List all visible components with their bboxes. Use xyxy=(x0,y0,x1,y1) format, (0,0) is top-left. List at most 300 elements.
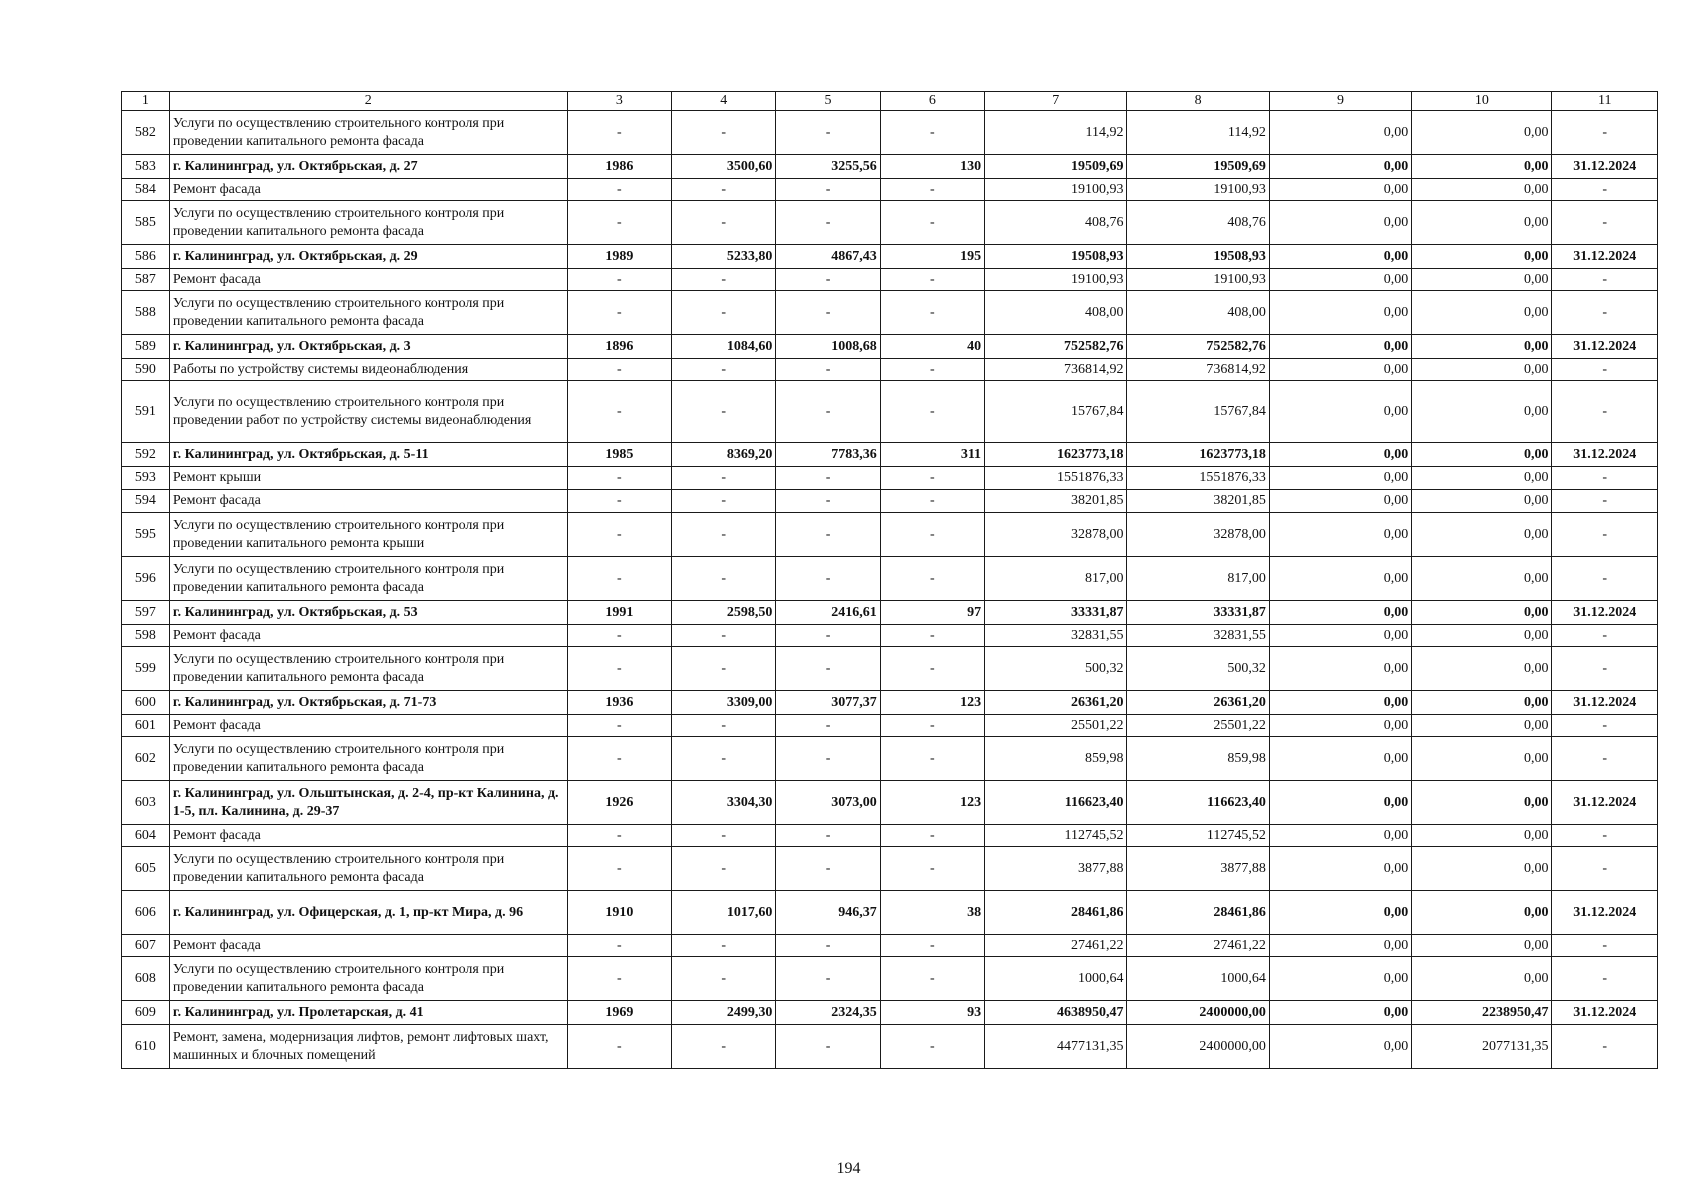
cell-col-11: 31.12.2024 xyxy=(1552,1001,1658,1025)
row-number: 606 xyxy=(122,891,170,935)
column-header: 11 xyxy=(1552,92,1658,111)
cell-col-10: 0,00 xyxy=(1412,291,1552,335)
cell-col-6: - xyxy=(880,825,984,847)
cell-col-3: - xyxy=(567,935,671,957)
work-description: Услуги по осуществлению строительного контроля при проведении капитального ремонта фасада xyxy=(169,647,567,691)
cell-col-5: - xyxy=(776,513,880,557)
cell-col-9: 0,00 xyxy=(1269,490,1411,513)
row-number: 595 xyxy=(122,513,170,557)
works-table xyxy=(121,91,1658,1069)
cell-col-8: 859,98 xyxy=(1127,737,1269,781)
cell-col-7: 32831,55 xyxy=(985,625,1127,647)
cell-col-6: - xyxy=(880,111,984,155)
work-description: Услуги по осуществлению строительного контроля при проведении капитального ремонта фасада xyxy=(169,847,567,891)
cell-col-6: - xyxy=(880,935,984,957)
cell-col-9: 0,00 xyxy=(1269,781,1411,825)
cell-col-5: - xyxy=(776,1025,880,1069)
cell-col-7: 1000,64 xyxy=(985,957,1127,1001)
work-item-row xyxy=(122,291,1658,335)
cell-col-11: - xyxy=(1552,467,1658,490)
cell-col-9: 0,00 xyxy=(1269,1025,1411,1069)
cell-col-9: 0,00 xyxy=(1269,513,1411,557)
row-number: 599 xyxy=(122,647,170,691)
row-number: 608 xyxy=(122,957,170,1001)
cell-col-3: - xyxy=(567,467,671,490)
work-description: г. Калининград, ул. Октябрьская, д. 3 xyxy=(169,335,567,359)
work-item-row xyxy=(122,625,1658,647)
cell-col-8: 33331,87 xyxy=(1127,601,1269,625)
row-number: 587 xyxy=(122,269,170,291)
cell-col-6: - xyxy=(880,847,984,891)
cell-col-10: 0,00 xyxy=(1412,111,1552,155)
row-number: 582 xyxy=(122,111,170,155)
cell-col-7: 19100,93 xyxy=(985,269,1127,291)
work-description: г. Калининград, ул. Офицерская, д. 1, пр-кт Мира, д. 96 xyxy=(169,891,567,935)
cell-col-9: 0,00 xyxy=(1269,381,1411,443)
cell-col-4: 3309,00 xyxy=(672,691,776,715)
work-description: Услуги по осуществлению строительного контроля при проведении капитального ремонта фасада xyxy=(169,957,567,1001)
row-number: 588 xyxy=(122,291,170,335)
address-row xyxy=(122,601,1658,625)
cell-col-8: 817,00 xyxy=(1127,557,1269,601)
row-number: 596 xyxy=(122,557,170,601)
row-number: 590 xyxy=(122,359,170,381)
cell-col-6: 311 xyxy=(880,443,984,467)
cell-col-10: 0,00 xyxy=(1412,647,1552,691)
cell-col-9: 0,00 xyxy=(1269,825,1411,847)
cell-col-4: 3304,30 xyxy=(672,781,776,825)
cell-col-3: - xyxy=(567,557,671,601)
cell-col-7: 116623,40 xyxy=(985,781,1127,825)
cell-col-7: 408,76 xyxy=(985,201,1127,245)
cell-col-9: 0,00 xyxy=(1269,891,1411,935)
cell-col-3: 1910 xyxy=(567,891,671,935)
cell-col-11: - xyxy=(1552,935,1658,957)
cell-col-9: 0,00 xyxy=(1269,601,1411,625)
cell-col-9: 0,00 xyxy=(1269,467,1411,490)
cell-col-4: - xyxy=(672,269,776,291)
cell-col-5: - xyxy=(776,467,880,490)
cell-col-11: - xyxy=(1552,847,1658,891)
work-item-row xyxy=(122,467,1658,490)
cell-col-3: 1926 xyxy=(567,781,671,825)
work-item-row xyxy=(122,201,1658,245)
cell-col-10: 0,00 xyxy=(1412,781,1552,825)
cell-col-9: 0,00 xyxy=(1269,847,1411,891)
row-number: 592 xyxy=(122,443,170,467)
work-description: Ремонт фасада xyxy=(169,715,567,737)
cell-col-5: - xyxy=(776,359,880,381)
cell-col-8: 114,92 xyxy=(1127,111,1269,155)
cell-col-7: 114,92 xyxy=(985,111,1127,155)
cell-col-8: 19509,69 xyxy=(1127,155,1269,179)
cell-col-7: 19100,93 xyxy=(985,179,1127,201)
cell-col-11: - xyxy=(1552,957,1658,1001)
work-description: Ремонт фасада xyxy=(169,490,567,513)
cell-col-7: 1551876,33 xyxy=(985,467,1127,490)
cell-col-11: - xyxy=(1552,625,1658,647)
work-item-row xyxy=(122,359,1658,381)
cell-col-4: - xyxy=(672,513,776,557)
work-description: г. Калининград, ул. Октябрьская, д. 53 xyxy=(169,601,567,625)
cell-col-4: 2598,50 xyxy=(672,601,776,625)
row-number: 600 xyxy=(122,691,170,715)
cell-col-8: 19508,93 xyxy=(1127,245,1269,269)
cell-col-6: - xyxy=(880,381,984,443)
cell-col-4: - xyxy=(672,201,776,245)
column-header: 9 xyxy=(1269,92,1411,111)
cell-col-3: - xyxy=(567,201,671,245)
cell-col-6: - xyxy=(880,1025,984,1069)
work-item-row xyxy=(122,825,1658,847)
row-number: 607 xyxy=(122,935,170,957)
cell-col-4: - xyxy=(672,647,776,691)
cell-col-11: 31.12.2024 xyxy=(1552,245,1658,269)
cell-col-7: 3877,88 xyxy=(985,847,1127,891)
row-number: 591 xyxy=(122,381,170,443)
row-number: 609 xyxy=(122,1001,170,1025)
cell-col-9: 0,00 xyxy=(1269,359,1411,381)
cell-col-7: 25501,22 xyxy=(985,715,1127,737)
cell-col-4: 2499,30 xyxy=(672,1001,776,1025)
cell-col-8: 112745,52 xyxy=(1127,825,1269,847)
cell-col-11: - xyxy=(1552,291,1658,335)
cell-col-8: 408,76 xyxy=(1127,201,1269,245)
cell-col-8: 38201,85 xyxy=(1127,490,1269,513)
cell-col-6: 40 xyxy=(880,335,984,359)
cell-col-9: 0,00 xyxy=(1269,935,1411,957)
cell-col-10: 0,00 xyxy=(1412,691,1552,715)
cell-col-8: 1623773,18 xyxy=(1127,443,1269,467)
work-description: Работы по устройству системы видеонаблюдения xyxy=(169,359,567,381)
cell-col-10: 0,00 xyxy=(1412,245,1552,269)
cell-col-6: 123 xyxy=(880,691,984,715)
cell-col-8: 15767,84 xyxy=(1127,381,1269,443)
work-item-row xyxy=(122,737,1658,781)
work-item-row xyxy=(122,847,1658,891)
cell-col-11: - xyxy=(1552,557,1658,601)
row-number: 583 xyxy=(122,155,170,179)
cell-col-3: - xyxy=(567,381,671,443)
work-description: Услуги по осуществлению строительного контроля при проведении капитального ремонта фасада xyxy=(169,201,567,245)
cell-col-4: - xyxy=(672,957,776,1001)
cell-col-10: 0,00 xyxy=(1412,359,1552,381)
cell-col-9: 0,00 xyxy=(1269,737,1411,781)
cell-col-8: 736814,92 xyxy=(1127,359,1269,381)
cell-col-5: - xyxy=(776,737,880,781)
row-number: 593 xyxy=(122,467,170,490)
cell-col-11: - xyxy=(1552,359,1658,381)
cell-col-5: 7783,36 xyxy=(776,443,880,467)
address-row xyxy=(122,781,1658,825)
work-item-row xyxy=(122,647,1658,691)
cell-col-3: - xyxy=(567,269,671,291)
column-header: 1 xyxy=(122,92,170,111)
row-number: 603 xyxy=(122,781,170,825)
column-header: 8 xyxy=(1127,92,1269,111)
cell-col-5: - xyxy=(776,957,880,1001)
cell-col-7: 19508,93 xyxy=(985,245,1127,269)
address-row xyxy=(122,891,1658,935)
cell-col-5: 2324,35 xyxy=(776,1001,880,1025)
cell-col-7: 817,00 xyxy=(985,557,1127,601)
cell-col-8: 19100,93 xyxy=(1127,269,1269,291)
cell-col-4: - xyxy=(672,935,776,957)
cell-col-8: 32878,00 xyxy=(1127,513,1269,557)
cell-col-3: - xyxy=(567,737,671,781)
cell-col-3: - xyxy=(567,179,671,201)
cell-col-5: 3077,37 xyxy=(776,691,880,715)
row-number: 605 xyxy=(122,847,170,891)
cell-col-9: 0,00 xyxy=(1269,201,1411,245)
cell-col-5: - xyxy=(776,825,880,847)
cell-col-6: - xyxy=(880,201,984,245)
cell-col-6: - xyxy=(880,737,984,781)
column-header: 4 xyxy=(672,92,776,111)
cell-col-4: - xyxy=(672,625,776,647)
cell-col-6: 38 xyxy=(880,891,984,935)
cell-col-6: 130 xyxy=(880,155,984,179)
column-number-row xyxy=(122,92,1658,111)
cell-col-4: 5233,80 xyxy=(672,245,776,269)
cell-col-10: 0,00 xyxy=(1412,625,1552,647)
row-number: 594 xyxy=(122,490,170,513)
cell-col-10: 0,00 xyxy=(1412,381,1552,443)
work-description: Ремонт, замена, модернизация лифтов, ремонт лифтовых шахт, машинных и блочных помещений xyxy=(169,1025,567,1069)
cell-col-5: - xyxy=(776,847,880,891)
column-header: 2 xyxy=(169,92,567,111)
cell-col-6: 195 xyxy=(880,245,984,269)
row-number: 586 xyxy=(122,245,170,269)
work-description: Ремонт фасада xyxy=(169,179,567,201)
work-description: Услуги по осуществлению строительного контроля при проведении работ по устройству системы видеонаблюдения xyxy=(169,381,567,443)
cell-col-8: 500,32 xyxy=(1127,647,1269,691)
cell-col-9: 0,00 xyxy=(1269,957,1411,1001)
cell-col-4: - xyxy=(672,825,776,847)
cell-col-8: 116623,40 xyxy=(1127,781,1269,825)
column-header: 5 xyxy=(776,92,880,111)
cell-col-8: 752582,76 xyxy=(1127,335,1269,359)
cell-col-3: 1936 xyxy=(567,691,671,715)
cell-col-5: 3073,00 xyxy=(776,781,880,825)
cell-col-6: - xyxy=(880,715,984,737)
work-description: Услуги по осуществлению строительного контроля при проведении капитального ремонта крыши xyxy=(169,513,567,557)
work-description: г. Калининград, ул. Октябрьская, д. 5-11 xyxy=(169,443,567,467)
cell-col-11: 31.12.2024 xyxy=(1552,781,1658,825)
column-header: 6 xyxy=(880,92,984,111)
cell-col-8: 3877,88 xyxy=(1127,847,1269,891)
cell-col-3: - xyxy=(567,847,671,891)
cell-col-10: 0,00 xyxy=(1412,513,1552,557)
address-row xyxy=(122,443,1658,467)
cell-col-10: 0,00 xyxy=(1412,601,1552,625)
cell-col-9: 0,00 xyxy=(1269,245,1411,269)
cell-col-5: 1008,68 xyxy=(776,335,880,359)
cell-col-3: - xyxy=(567,957,671,1001)
cell-col-11: 31.12.2024 xyxy=(1552,601,1658,625)
cell-col-6: - xyxy=(880,557,984,601)
page-number: 194 xyxy=(836,1160,861,1177)
cell-col-11: - xyxy=(1552,513,1658,557)
cell-col-3: 1991 xyxy=(567,601,671,625)
column-header: 3 xyxy=(567,92,671,111)
address-row xyxy=(122,691,1658,715)
cell-col-8: 408,00 xyxy=(1127,291,1269,335)
work-description: Ремонт фасада xyxy=(169,825,567,847)
cell-col-6: 97 xyxy=(880,601,984,625)
cell-col-9: 0,00 xyxy=(1269,625,1411,647)
cell-col-10: 0,00 xyxy=(1412,891,1552,935)
work-description: г. Калининград, ул. Пролетарская, д. 41 xyxy=(169,1001,567,1025)
cell-col-11: - xyxy=(1552,179,1658,201)
cell-col-10: 0,00 xyxy=(1412,269,1552,291)
cell-col-11: - xyxy=(1552,201,1658,245)
cell-col-11: - xyxy=(1552,1025,1658,1069)
cell-col-4: 3500,60 xyxy=(672,155,776,179)
work-description: г. Калининград, ул. Ольштынская, д. 2-4, пр-кт Калинина, д. 1-5, пл. Калинина, д. 29-37 xyxy=(169,781,567,825)
cell-col-4: 8369,20 xyxy=(672,443,776,467)
cell-col-10: 0,00 xyxy=(1412,825,1552,847)
cell-col-5: - xyxy=(776,557,880,601)
cell-col-9: 0,00 xyxy=(1269,1001,1411,1025)
row-number: 584 xyxy=(122,179,170,201)
cell-col-5: 2416,61 xyxy=(776,601,880,625)
column-header: 7 xyxy=(985,92,1127,111)
cell-col-4: - xyxy=(672,359,776,381)
cell-col-5: - xyxy=(776,291,880,335)
cell-col-6: 123 xyxy=(880,781,984,825)
cell-col-10: 0,00 xyxy=(1412,335,1552,359)
cell-col-11: 31.12.2024 xyxy=(1552,891,1658,935)
work-item-row xyxy=(122,490,1658,513)
cell-col-6: 93 xyxy=(880,1001,984,1025)
cell-col-4: - xyxy=(672,179,776,201)
cell-col-3: - xyxy=(567,513,671,557)
cell-col-11: 31.12.2024 xyxy=(1552,155,1658,179)
cell-col-6: - xyxy=(880,490,984,513)
cell-col-3: 1896 xyxy=(567,335,671,359)
work-description: Услуги по осуществлению строительного контроля при проведении капитального ремонта фасада xyxy=(169,737,567,781)
cell-col-9: 0,00 xyxy=(1269,291,1411,335)
cell-col-9: 0,00 xyxy=(1269,443,1411,467)
row-number: 601 xyxy=(122,715,170,737)
cell-col-10: 0,00 xyxy=(1412,737,1552,781)
cell-col-8: 19100,93 xyxy=(1127,179,1269,201)
cell-col-8: 2400000,00 xyxy=(1127,1001,1269,1025)
cell-col-10: 2238950,47 xyxy=(1412,1001,1552,1025)
work-item-row xyxy=(122,269,1658,291)
work-description: Ремонт крыши xyxy=(169,467,567,490)
cell-col-7: 19509,69 xyxy=(985,155,1127,179)
cell-col-3: - xyxy=(567,359,671,381)
work-item-row xyxy=(122,513,1658,557)
cell-col-9: 0,00 xyxy=(1269,335,1411,359)
cell-col-4: - xyxy=(672,1025,776,1069)
cell-col-7: 500,32 xyxy=(985,647,1127,691)
work-description: Услуги по осуществлению строительного контроля при проведении капитального ремонта фасада xyxy=(169,291,567,335)
cell-col-4: 1084,60 xyxy=(672,335,776,359)
cell-col-5: - xyxy=(776,269,880,291)
row-number: 585 xyxy=(122,201,170,245)
cell-col-8: 25501,22 xyxy=(1127,715,1269,737)
cell-col-5: 4867,43 xyxy=(776,245,880,269)
address-row xyxy=(122,335,1658,359)
cell-col-10: 0,00 xyxy=(1412,179,1552,201)
work-description: Ремонт фасада xyxy=(169,935,567,957)
cell-col-5: - xyxy=(776,715,880,737)
work-item-row xyxy=(122,557,1658,601)
cell-col-11: - xyxy=(1552,269,1658,291)
cell-col-11: - xyxy=(1552,647,1658,691)
work-item-row xyxy=(122,381,1658,443)
cell-col-5: - xyxy=(776,381,880,443)
cell-col-11: - xyxy=(1552,381,1658,443)
cell-col-8: 2400000,00 xyxy=(1127,1025,1269,1069)
cell-col-4: - xyxy=(672,737,776,781)
cell-col-7: 32878,00 xyxy=(985,513,1127,557)
cell-col-3: 1986 xyxy=(567,155,671,179)
cell-col-6: - xyxy=(880,647,984,691)
cell-col-4: - xyxy=(672,381,776,443)
cell-col-7: 4638950,47 xyxy=(985,1001,1127,1025)
cell-col-3: - xyxy=(567,647,671,691)
cell-col-10: 0,00 xyxy=(1412,935,1552,957)
work-item-row xyxy=(122,957,1658,1001)
cell-col-7: 28461,86 xyxy=(985,891,1127,935)
cell-col-3: - xyxy=(567,1025,671,1069)
work-item-row xyxy=(122,1025,1658,1069)
cell-col-11: - xyxy=(1552,825,1658,847)
cell-col-9: 0,00 xyxy=(1269,269,1411,291)
cell-col-10: 0,00 xyxy=(1412,201,1552,245)
cell-col-8: 1551876,33 xyxy=(1127,467,1269,490)
cell-col-7: 4477131,35 xyxy=(985,1025,1127,1069)
cell-col-10: 0,00 xyxy=(1412,715,1552,737)
cell-col-4: - xyxy=(672,291,776,335)
cell-col-10: 0,00 xyxy=(1412,557,1552,601)
cell-col-7: 1623773,18 xyxy=(985,443,1127,467)
cell-col-7: 26361,20 xyxy=(985,691,1127,715)
cell-col-8: 28461,86 xyxy=(1127,891,1269,935)
cell-col-3: 1969 xyxy=(567,1001,671,1025)
row-number: 597 xyxy=(122,601,170,625)
address-row xyxy=(122,155,1658,179)
cell-col-11: - xyxy=(1552,737,1658,781)
work-description: г. Калининград, ул. Октябрьская, д. 27 xyxy=(169,155,567,179)
cell-col-7: 736814,92 xyxy=(985,359,1127,381)
row-number: 610 xyxy=(122,1025,170,1069)
cell-col-7: 38201,85 xyxy=(985,490,1127,513)
cell-col-5: - xyxy=(776,647,880,691)
row-number: 598 xyxy=(122,625,170,647)
cell-col-9: 0,00 xyxy=(1269,691,1411,715)
cell-col-5: - xyxy=(776,490,880,513)
work-item-row xyxy=(122,179,1658,201)
cell-col-5: - xyxy=(776,111,880,155)
cell-col-6: - xyxy=(880,625,984,647)
cell-col-7: 15767,84 xyxy=(985,381,1127,443)
column-header: 10 xyxy=(1412,92,1552,111)
cell-col-9: 0,00 xyxy=(1269,179,1411,201)
work-item-row xyxy=(122,111,1658,155)
cell-col-4: - xyxy=(672,557,776,601)
cell-col-5: - xyxy=(776,201,880,245)
cell-col-3: 1985 xyxy=(567,443,671,467)
table-body xyxy=(122,111,1658,1069)
cell-col-11: 31.12.2024 xyxy=(1552,335,1658,359)
cell-col-10: 2077131,35 xyxy=(1412,1025,1552,1069)
cell-col-4: 1017,60 xyxy=(672,891,776,935)
